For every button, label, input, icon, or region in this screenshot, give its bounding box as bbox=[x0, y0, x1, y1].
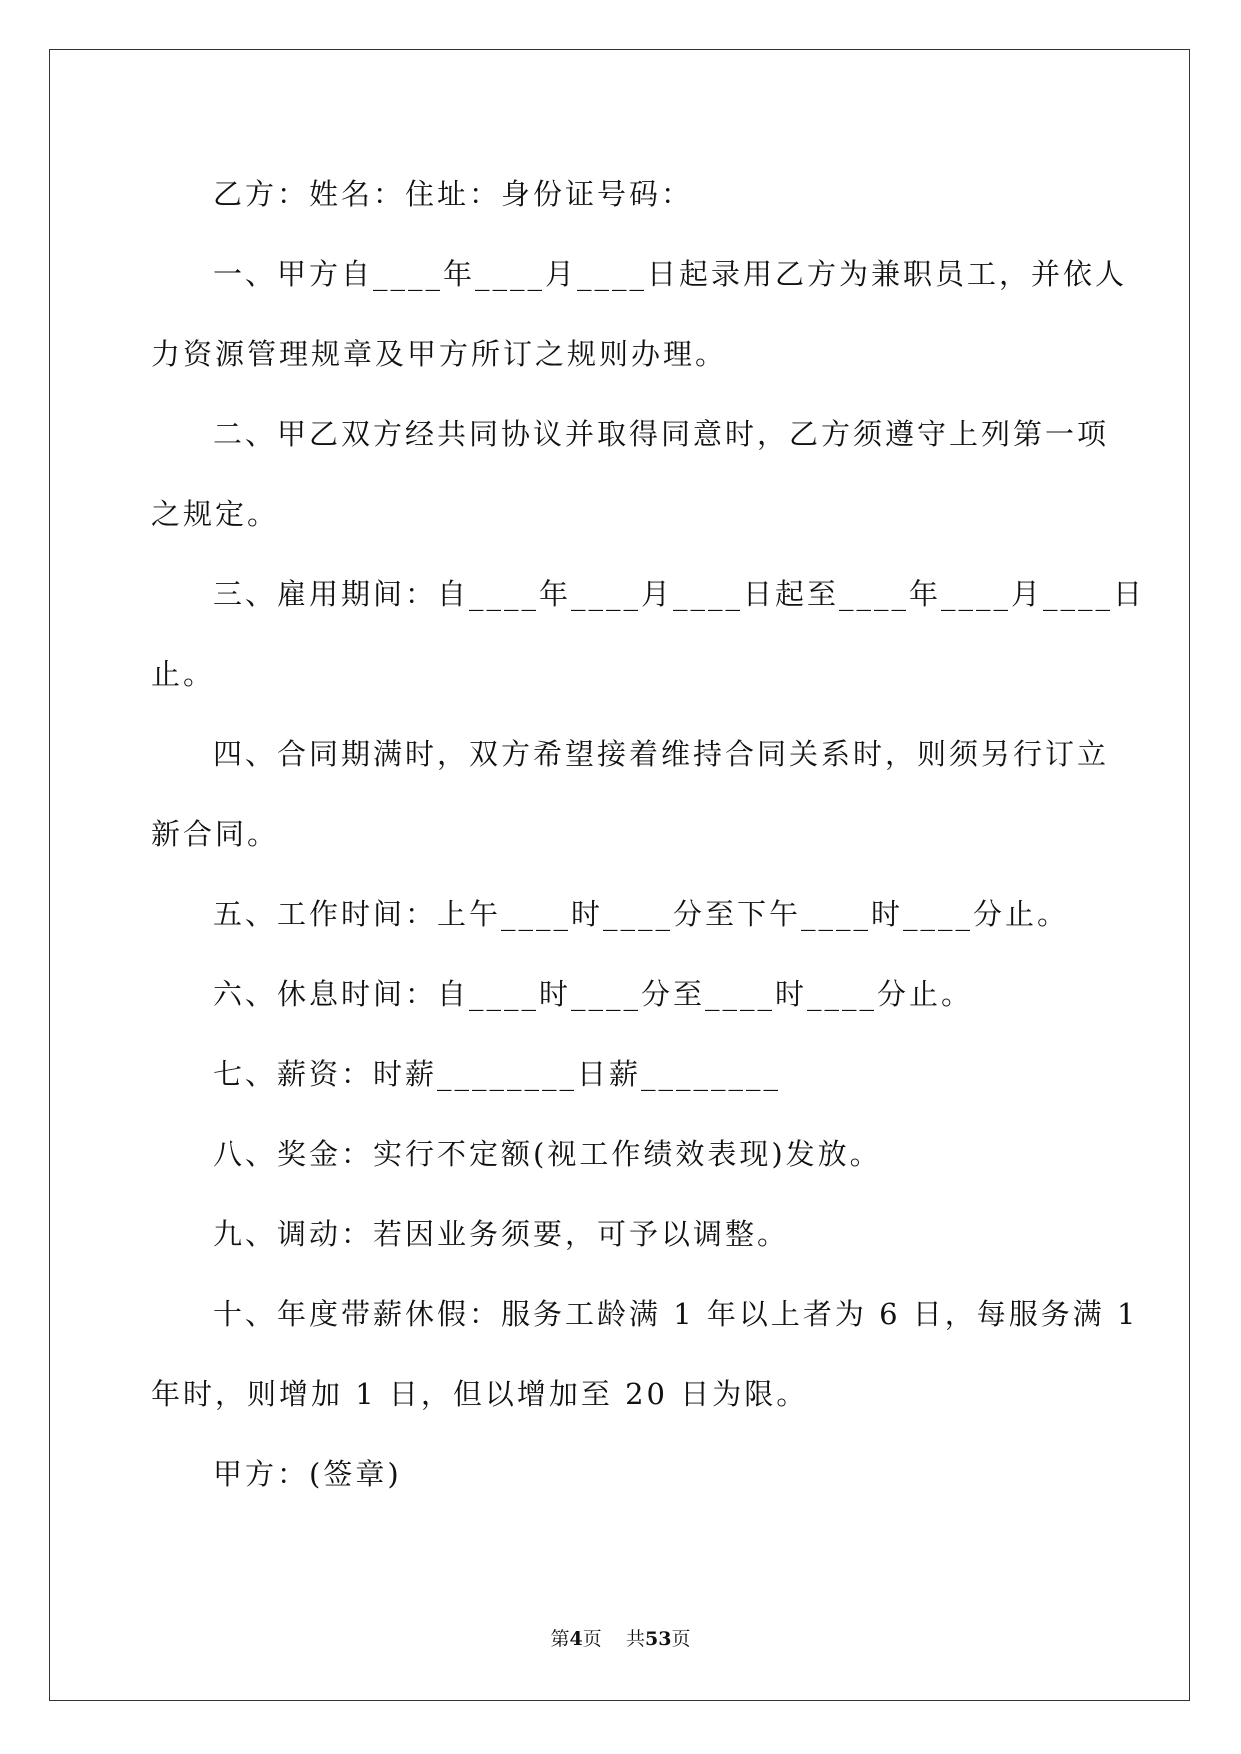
clause-6-line: 六、休息时间：自____时____分至____时____分止。 bbox=[213, 977, 974, 1011]
clause-3-line-1: 三、雇用期间：自____年____月____日起至____年____月____日 bbox=[213, 577, 1146, 611]
clause-2-line-1: 二、甲乙双方经共同协议并取得同意时，乙方须遵守上列第一项 bbox=[213, 417, 1110, 451]
clause-7-line: 七、薪资：时薪________日薪________ bbox=[213, 1057, 782, 1091]
clause-8-line: 八、奖金：实行不定额(视工作绩效表现)发放。 bbox=[213, 1137, 882, 1171]
clause-10-line-1: 十、年度带薪休假：服务工龄满 1 年以上者为 6 日，每服务满 1 bbox=[213, 1297, 1139, 1331]
clause-1-line-2: 力资源管理规章及甲方所订之规则办理。 bbox=[151, 337, 728, 371]
clause-2-line-2: 之规定。 bbox=[151, 497, 280, 531]
clause-1-line-1: 一、甲方自____年____月____日起录用乙方为兼职员工，并依人 bbox=[213, 257, 1128, 291]
clause-4-line-2: 新合同。 bbox=[151, 817, 280, 851]
page-prefix: 第 bbox=[550, 1628, 570, 1650]
page-border bbox=[49, 49, 1190, 1701]
total-suffix: 页 bbox=[671, 1628, 691, 1650]
page-suffix: 页 bbox=[582, 1628, 602, 1650]
page-footer bbox=[0, 1630, 1241, 1649]
clause-4-line-1: 四、合同期满时，双方希望接着维持合同关系时，则须另行订立 bbox=[213, 737, 1110, 771]
party-b-line: 乙方：姓名：住址：身份证号码： bbox=[213, 177, 694, 211]
page-number: 4 bbox=[569, 1628, 583, 1650]
party-a-signature-line: 甲方：(签章) bbox=[213, 1457, 402, 1491]
clause-10-line-2: 年时，则增加 1 日，但以增加至 20 日为限。 bbox=[151, 1377, 809, 1411]
clause-5-line: 五、工作时间：上午____时____分至下午____时____分止。 bbox=[213, 897, 1070, 931]
clause-3-line-2: 止。 bbox=[151, 657, 216, 691]
total-pages: 53 bbox=[644, 1628, 672, 1650]
total-prefix: 共 bbox=[625, 1628, 645, 1650]
clause-9-line: 九、调动：若因业务须要，可予以调整。 bbox=[213, 1217, 790, 1251]
